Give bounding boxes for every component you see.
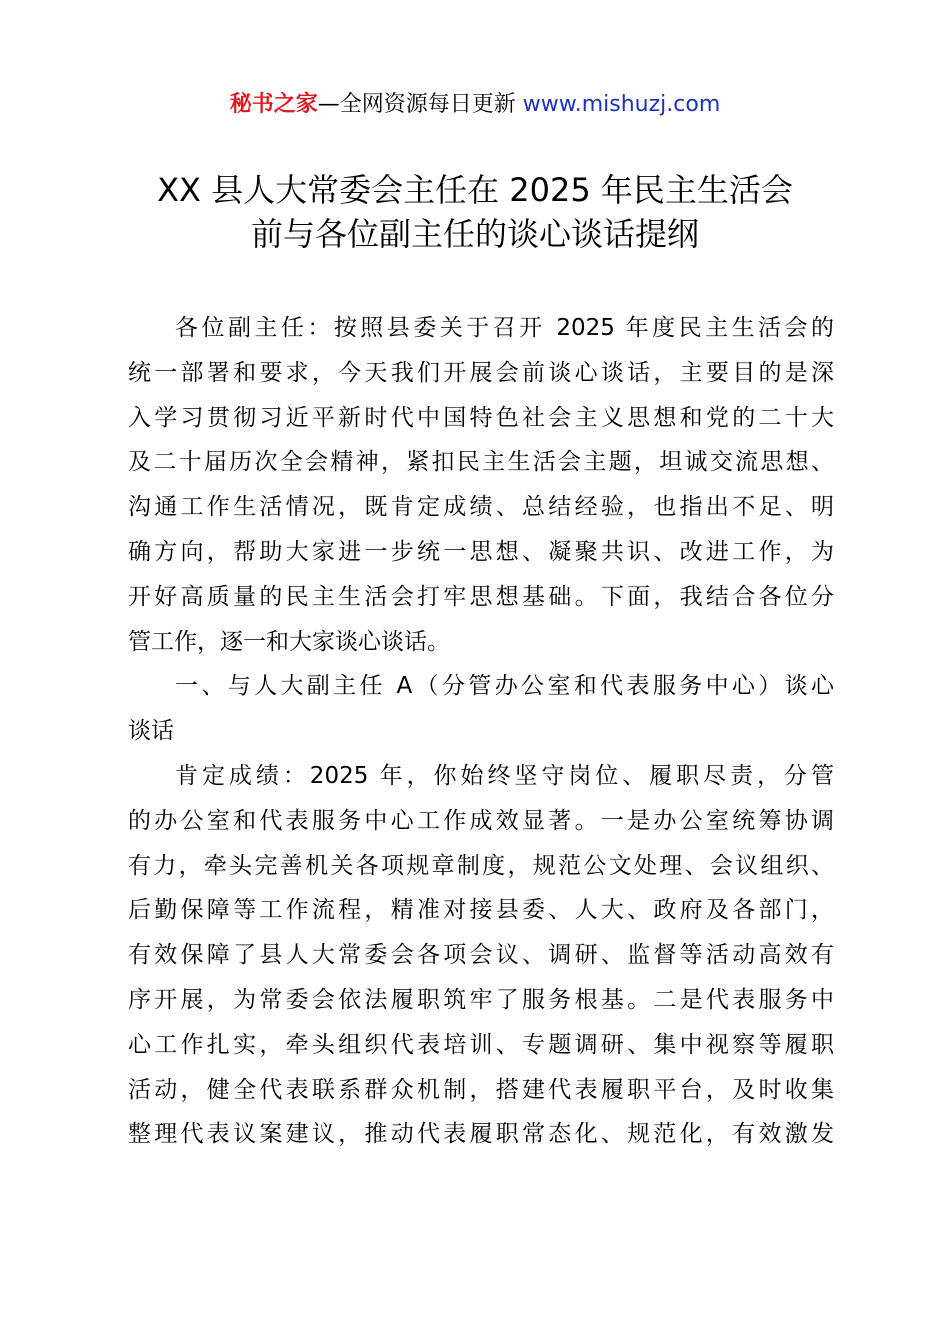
body-line: 心工作扎实，牵头组织代表培训、专题调研、集中视察等履职 — [128, 1031, 834, 1058]
body-line: 入学习贯彻习近平新时代中国特色社会主义思想和党的二十大 — [128, 404, 834, 431]
section-heading-line: 一、与人大副主任 A（分管办公室和代表服务中心）谈心 — [175, 673, 834, 700]
body-line: 统一部署和要求，今天我们开展会前谈心谈话，主要目的是深 — [128, 359, 834, 386]
body-line: 各位副主任：按照县委关于召开 2025 年度民主生活会的 — [175, 315, 834, 341]
body-line: 有效保障了县人大常委会各项会议、调研、监督等活动高效有 — [128, 942, 834, 969]
brand-name: 秘书之家 — [229, 92, 318, 117]
body-line: 及二十届历次全会精神，紧扣民主生活会主题，坦诚交流思想、 — [128, 449, 834, 476]
body-line: 后勤保障等工作流程，精准对接县委、人大、政府及各部门， — [128, 897, 834, 924]
body-line: 整理代表议案建议，推动代表履职常态化、规范化，有效激发 — [128, 1121, 834, 1148]
body-line: 肯定成绩：2025 年，你始终坚守岗位、履职尽责，分管 — [175, 762, 834, 789]
header-banner — [0, 90, 950, 120]
body-line: 确方向，帮助大家进一步统一思想、凝聚共识、改进工作，为 — [128, 538, 834, 565]
body-line: 的办公室和代表服务中心工作成效显著。一是办公室统筹协调 — [128, 807, 834, 834]
body-line: 序开展，为常委会依法履职筑牢了服务根基。二是代表服务中 — [128, 986, 834, 1013]
document-title — [0, 168, 950, 256]
body-line: 沟通工作生活情况，既肯定成绩、总结经验，也指出不足、明 — [128, 494, 834, 521]
body-line: 有力，牵头完善机关各项规章制度，规范公文处理、会议组织、 — [128, 852, 834, 879]
title-line-2: 前与各位副主任的谈心谈话提纲 — [250, 215, 699, 253]
site-url-link[interactable]: www.mishuzj.com — [522, 92, 721, 117]
section-heading-line: 谈话 — [128, 718, 174, 745]
document-body — [128, 306, 834, 1157]
title-line-1: XX 县人大常委会主任在 2025 年民主生活会 — [157, 171, 793, 209]
body-line: 活动，健全代表联系群众机制，搭建代表履职平台，及时收集 — [128, 1076, 834, 1103]
body-line: 开好高质量的民主生活会打牢思想基础。下面，我结合各位分 — [128, 583, 834, 610]
body-line: 管工作，逐一和大家谈心谈话。 — [128, 628, 450, 655]
header-tagline: —全网资源每日更新 — [317, 92, 523, 117]
